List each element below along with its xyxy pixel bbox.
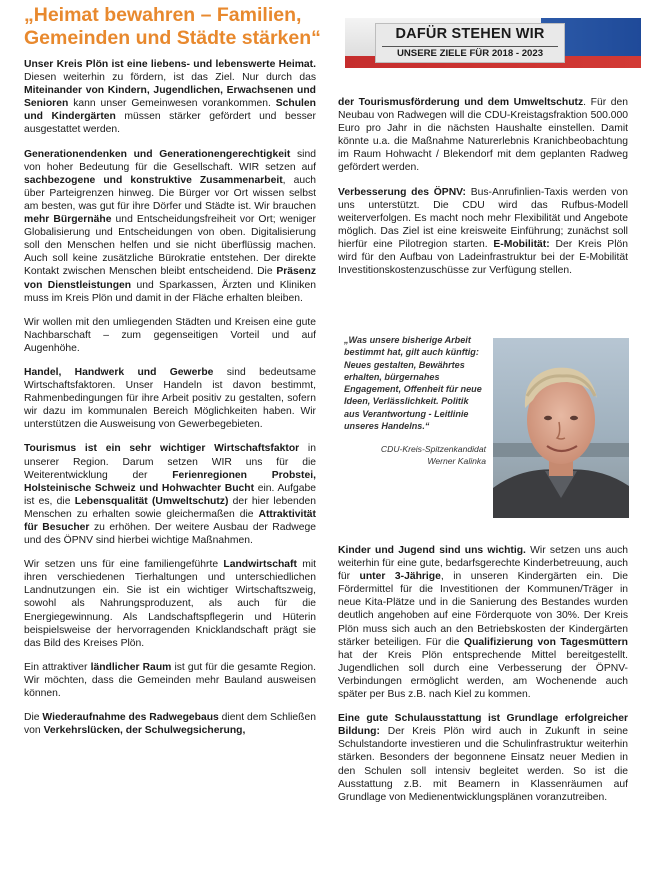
bold-text: Miteinander von Kindern, Jugendlichen, Erwachsenen und Senioren xyxy=(24,85,316,110)
body-text: Die xyxy=(24,712,43,724)
body-text: , in unseren Kindergärten ein. Die Fördermittel für die Investitionen der Kommunen/Träger in neue Kita-Plätze und in die Sanierung des Bestandes wurden deutlich angehoben auf eine Förderquote von 30%. Der Kreis Plön muss sich auch an den Betriebskosten der Kindergärten stärker beteiligen. Für die xyxy=(338,571,628,648)
right-column-bottom xyxy=(338,544,628,815)
banner-label-box xyxy=(375,23,565,63)
right-column-top xyxy=(338,96,628,288)
bold-text: unter 3-Jährige xyxy=(359,571,441,583)
bold-text: E-Mobilität: xyxy=(493,238,550,250)
author-name: Werner Kalinka xyxy=(427,455,486,466)
bold-text: Tourismus ist ein sehr wichtiger Wirtschaftsfaktor xyxy=(24,443,300,455)
bold-text: Attraktivität für Besucher xyxy=(24,508,316,533)
body-text: müssen stärker gefördert und besser ausgestattet werden. xyxy=(24,111,317,136)
right-top-paragraph xyxy=(338,186,628,278)
headline: „Heimat bewahren – Familien, Gemeinden und Städte stärken“ xyxy=(24,4,321,49)
candidate-quote: „Was unsere bisherige Arbeit bestimmt hat, gilt auch künftig: Neues gestalten, Bewährtes erhalten, bürgernahes Engagement, Offenheit für neue Ideen, Verlässlichkeit. Politik aus Verantwortung - Leitlinie unseres Handelns.“ xyxy=(344,335,482,432)
left-paragraph xyxy=(24,148,316,305)
banner-title: DAFÜR STEHEN WIR xyxy=(395,26,545,42)
quote-box xyxy=(344,334,486,467)
body-text: Der Kreis Plön wird für den Aufbau von Ladeinfrastruktur bei der E-Mobilität Investitionskostenzuschüsse zur Verfügung stellen. xyxy=(338,238,628,277)
body-text: der hier lebenden Menschen zu erhalten sowie gleichermaßen die xyxy=(24,495,316,520)
bold-text: der Tourismusförderung und dem Umweltschutz xyxy=(338,97,584,108)
body-text: Diesen weiterhin zu fördern, ist das Ziel. Nur durch das xyxy=(24,72,316,84)
portrait-illustration xyxy=(493,338,629,518)
bold-text: Handel, Handwerk und Gewerbe xyxy=(24,366,214,378)
left-paragraph xyxy=(24,442,316,547)
bold-text: Verbesserung des ÖPNV: xyxy=(338,186,466,198)
bold-text: Qualifizierung von Tagesmüttern xyxy=(464,636,628,648)
body-text: ein. Aufgabe ist es, die xyxy=(24,482,316,507)
body-text: Ein attraktiver xyxy=(24,661,91,673)
left-paragraph xyxy=(24,316,316,355)
body-text: und Entscheidungsfreiheit vor Ort; weniger Globalisierung und Entscheidungen von oben. Digitalisierung soll den Menschen helfen und sie nicht überflüssig machen. Auch soll keine zusätzliche Bürokratie entstehen. Der direkte Kontakt zwischen Menschen bleibt entscheidend. Die xyxy=(24,214,316,278)
bold-text: Ferienregionen Probstei, Holsteinische Schweiz und Hohwachter Bucht xyxy=(24,469,316,494)
bold-text: mehr Bürgernähe xyxy=(24,214,112,226)
bold-text: Kinder und Jugend sind uns wichtig. xyxy=(338,545,526,556)
body-text: hat der Kreis Plön entsprechende Mittel bereitgestellt. Jugendlichen soll durch eine Verbesserung der ÖPNV-Verbindungen ermöglicht werden, am Wochenende auch später per Bus z.B. nach Kiel zu kommen. xyxy=(338,649,628,701)
bold-text: Landwirtschaft xyxy=(223,559,297,571)
left-paragraph xyxy=(24,558,316,650)
left-paragraph xyxy=(24,366,316,431)
body-text: dient dem Schließen von xyxy=(24,712,316,737)
body-text: , auch über Parteigrenzen hinweg. Die Bürger vor Ort wissen selbst am besten, was gut für ihre Dörfer und Städte ist. Wir brauchen xyxy=(24,174,317,212)
body-text: sind bedeutsame Wirtschaftsfaktoren. Unser Handeln ist davon bestimmt, Rahmenbedingungen für ihre Arbeit positiv zu gestalten, sofern wir dazu im kommunalen Bereich Möglichkeiten haben. Wir unterstützen die Ausweisung von Gewerbegebieten. xyxy=(24,366,316,431)
left-column xyxy=(24,58,316,748)
left-paragraph xyxy=(24,661,316,700)
body-text: Wir setzen uns auch weiterhin für eine gute, bedarfsgerechte Kinderbetreuung, auch für xyxy=(338,545,628,583)
bold-text: sachbezogene und konstruktive Zusammenarbeit xyxy=(24,174,283,186)
quote-author xyxy=(344,444,486,467)
body-text: zu erhöhen. Der weitere Ausbau der Radwege und des ÖPNV sind hierbei wichtige Maßnahmen. xyxy=(24,522,316,547)
candidate-portrait-photo xyxy=(493,338,629,518)
bold-text: ländlicher Raum xyxy=(90,661,172,673)
right-bottom-paragraph xyxy=(338,712,628,804)
body-text: Der Kreis Plön wird auch in Zukunft in seine Schulstandorte investieren und die Schulinfrastruktur weiterhin stärken. Besonders der begonnene Einsatz neuer Medien in den Schulen soll intensiv begleitet werden. So ist die Ausstattung z.B. mit Beamern in Klassenräumen auf Grundlage von Medienentwicklungsplänen voranzutreiben. xyxy=(338,726,628,803)
body-text: . Für den Neubau von Radwegen will die CDU-Kreistagsfraktion 500.000 Euro pro Jahr in die nächsten Haushalte einstellen. Damit könnte u.a. die Maßnahme Naturerlebnis Kranichbeobachtung im Raum Hohwacht / Blekendorf mit dem geplanten Radweg gefördert werden. xyxy=(338,97,628,174)
body-text: ist gut für die gesamte Region. Wir möchten, dass die Gemeinden mehr Bauland ausweisen können. xyxy=(24,661,316,700)
body-text: kann unser Gemeinwesen vorankommen. xyxy=(68,98,276,110)
bold-text: Wiederaufnahme des Radwegebaus xyxy=(42,712,219,724)
body-text: mit ihren verschiedenen Tierhaltungen und unterschiedlichen Landnutzungen ein. Sie ist ein wichtiger Wirtschaftszweig, sowohl als Nahrungsproduzent, als auch für die Energiegewinnung. Als Landschaftspflegerin und Hüterin beispielsweise der hervorragenden Knicklandschaft prägt sie das Bild des Kreises Plön. xyxy=(24,559,316,649)
right-bottom-paragraph xyxy=(338,544,628,701)
bold-text: Präsenz von Dienstleistungen xyxy=(24,266,316,291)
goals-banner xyxy=(345,18,641,68)
bold-text: Unser Kreis Plön ist eine liebens- und lebenswerte Heimat. xyxy=(24,59,316,70)
body-text: und Sparkassen, Ärzten und Kliniken muss im Kreis Plön und damit in der Fläche erhalten bleiben. xyxy=(24,279,316,304)
left-paragraph xyxy=(24,711,316,737)
left-paragraph xyxy=(24,58,316,137)
right-top-paragraph xyxy=(338,96,628,175)
body-text: sind von hoher Bedeutung für die Gesellschaft. WIR setzen auf xyxy=(24,148,316,173)
bold-text: Lebensqualität (Umweltschutz) xyxy=(74,495,229,507)
bold-text: Eine gute Schulausstattung ist Grundlage erfolgreicher Bildung: xyxy=(338,713,628,738)
body-text: Bus-Anrufinlien-Taxis werden von uns unterstützt. Die CDU wird das Rufbus-Modell weiterverfolgen. Es macht noch mehr Flexibilität und Angebote möglich. Das Ziel ist eine kreisweite Einführung; zunächst soll hierfür eine Pilotregion starten. xyxy=(338,186,628,250)
body-text: Wir wollen mit den umliegenden Städten und Kreisen eine gute Nachbarschaft – zum gegenseitigen Vorteil und auf Augenhöhe. xyxy=(24,316,316,354)
bold-text: Verkehrslücken, der Schulwegsicherung, xyxy=(43,725,246,737)
bold-text: Generationendenken und Generationengerechtigkeit xyxy=(24,148,291,160)
author-role: CDU-Kreis-Spitzenkandidat xyxy=(380,444,486,455)
body-text: Wir setzen uns für eine familiengeführte xyxy=(24,559,224,571)
banner-subtitle: UNSERE ZIELE FÜR 2018 - 2023 xyxy=(382,46,558,61)
bold-text: Schulen und Kindergärten xyxy=(24,98,316,123)
body-text: in unserer Region. Darum setzen WIR uns für die Weiterentwicklung der xyxy=(24,443,316,481)
